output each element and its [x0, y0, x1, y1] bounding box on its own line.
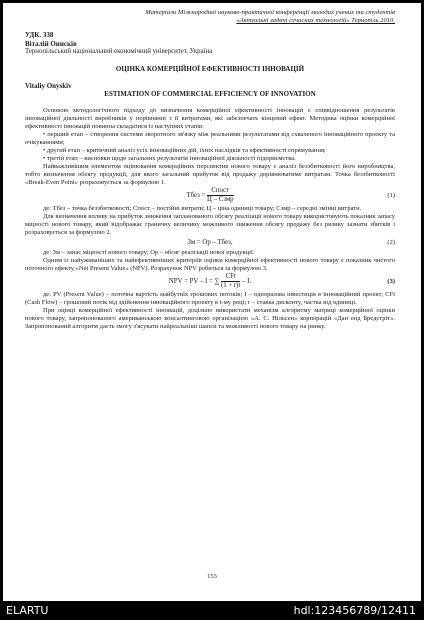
- formula-1-numerator: Спост: [207, 187, 234, 196]
- bullet-1: • перший етап – створення системи зворотного зв'язку між реальними результатами від схваленого інноваційного проекту та очікуваннями;: [25, 131, 395, 146]
- bullet-3: • третій етап – висновки щодо загальних результатів інноваційної діяльності підприємства.: [43, 155, 296, 162]
- udk-code: УДК. 338: [25, 31, 54, 39]
- formula-1-denominator: Ц – Сзмр: [207, 196, 234, 203]
- paragraph-4: Одним із найуживаніших та найефективніших критеріїв оцінки комерційної ефективності нового товару є показник чистого поточного ефекту «Net Present Value» (NPV). Розрахунок NPV робиться за формулою 3.: [25, 257, 395, 272]
- header-line-1: Матеріали Міжнародної науково-практичної конференції молодих учених та студентів: [145, 9, 395, 16]
- formula-3-fraction: [221, 273, 240, 290]
- paragraph-1: Основою методологічного підходу до визначення комерційної ефективності інновацій є співвідношення результатів інноваційної діяльності виробників у порівнянні з її витратами, які забезпечать кінцевий ефект. Методика оцінки комерційної ефективності інновацій повинна складатися із наступних етапів:: [25, 107, 395, 130]
- definitions-1: де: Тбез – точка беззбитковості; Спост – постійні витрати; Ц – ціна одиниці товару; Сзмр – середні змінні витрати.: [43, 205, 362, 212]
- formula-1: [25, 187, 395, 205]
- formula-3-tail: – I.: [242, 278, 252, 286]
- formula-3-number: (3): [387, 278, 395, 285]
- paper-page: [3, 3, 421, 601]
- formula-3-lhs: NPV = PV – I = ∑: [168, 278, 220, 286]
- conference-header: [25, 9, 395, 25]
- title-ua: ОЦІНКА КОМЕРЦІЙНОЇ ЕФЕКТИВНОСТІ ІННОВАЦІЙ: [115, 64, 305, 73]
- header-line-2: «Актуальні задачі сучасних технологій» Тернопіль 2010.: [236, 17, 395, 24]
- formula-3-denominator: (1 + r)t: [221, 282, 241, 289]
- affiliation: Тернопільський національний економічний університет, Україна: [25, 48, 213, 55]
- footer-repository: ELARTU: [6, 604, 49, 617]
- formula-1-number: (1): [387, 192, 395, 199]
- formula-3: [25, 273, 395, 291]
- formula-2-body: Зм = Ор – Тбез,: [187, 239, 233, 246]
- bullet-2: • другий етап – критичний аналіз усіх інноваційних дій, їхніх наслідків та ефективності спрямування;: [43, 147, 326, 154]
- paragraph-5: При оцінці комерційної ефективності інновацій, доцільно використати механізм алгоритму матриці комерційної оцінки нового товару, запропонованого американською консалтинговою організацією «А. С. Нільсен» корпорацій «Дан енд Бредстріт». Запропонований алгоритм дасть змогу з'ясувати найреальніші шанси та можливості нового товару на ринку.: [25, 307, 395, 330]
- formula-2-number: (2): [387, 239, 395, 246]
- paragraph-3: Для визначення впливу на прибуток зниження запланованого обсягу реалізації нового товару використовують показник запасу міцності нового товару, який відображає граничну величину можливого зниження обсягу продажу без ризику зазнати збитків і розраховується за формулою 2.: [25, 213, 395, 236]
- author-ua: Віталій Онисків: [25, 39, 77, 48]
- page-number: 153: [207, 573, 217, 580]
- formula-2: [25, 237, 395, 249]
- page-content: [25, 9, 395, 331]
- title-en: ESTIMATION OF COMMERCIAL EFFICIENCY OF INNOVATION: [104, 90, 316, 98]
- paragraph-2: Найважливішим елементом оцінювання комерційних перспектив нового товару є аналіз беззбитковості його виробництва, тобто визначення обсягу продукції, для якого загальний прибуток від продажу дорівнюватиме витратам. Точка беззбитковості «Break-Even Point» розраховується за формулою 1.: [25, 163, 395, 186]
- footer-handle: hdl:123456789/12411: [293, 604, 416, 617]
- author-en: Vitaliy Onyskiv: [25, 81, 72, 90]
- formula-1-lhs: Tбез =: [186, 192, 206, 200]
- definitions-3: де: PV (Present Value) – поточна вартість майбутніх грошових потоків; I – одноразова інвестиція в інноваційний проект; CFt (Cash Flow) – грошовий потік від здійснення інноваційного проекту в t-му році; r – ставка дисконту, частка від одиниці.: [25, 291, 395, 306]
- definitions-2: де: Зм – запас міцності нового товару; Ор – обсяг реалізації нової продукції.: [43, 249, 255, 256]
- formula-3-numerator: CFt: [221, 273, 240, 282]
- formula-1-fraction: [207, 187, 234, 204]
